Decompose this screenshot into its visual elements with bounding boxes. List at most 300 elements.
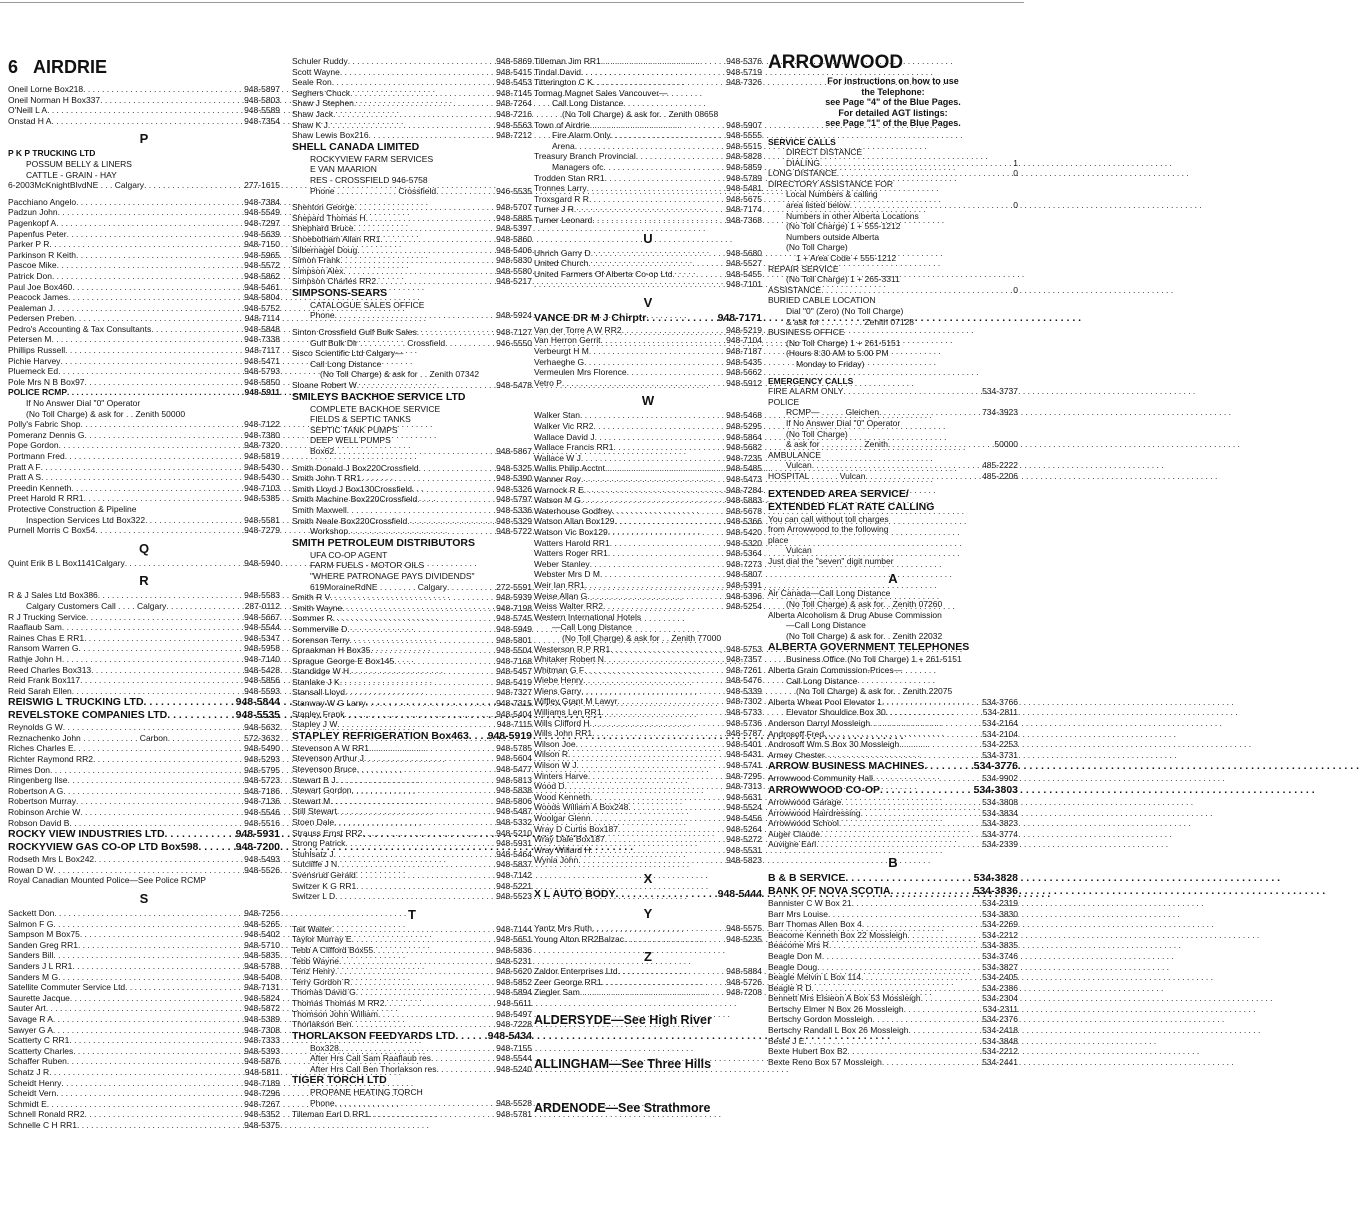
listing-phone: 948-5339 [726, 685, 762, 696]
listing-name: Pacchiano Angelo [8, 196, 77, 207]
listing-phone: 534-2441 [982, 1056, 1018, 1067]
listing-text: EXTENDED AREA SERVICE/ [768, 487, 909, 500]
listing-phone: 948-7273 [726, 558, 762, 569]
listing-row [8, 908, 280, 919]
listing-text: 1 + Area Code + 555-1212 [796, 253, 897, 264]
intro-line: For instructions on how to use [827, 76, 959, 86]
listing-phone: 1 [1013, 157, 1018, 168]
listing-row [534, 923, 762, 934]
listing-text: SHELL CANADA LIMITED [292, 140, 420, 153]
leader-dots [352, 785, 496, 796]
column-3 [534, 56, 762, 1116]
listing-phone: 948-5476 [726, 675, 762, 686]
leader-dots [86, 612, 243, 623]
listing-row [292, 109, 532, 120]
listing-row [292, 338, 532, 349]
listing-phone: 948-7267 [244, 1098, 280, 1109]
listing-name: Wiebe Henry [534, 675, 584, 686]
listing-phone: 948-7228 [496, 1019, 532, 1030]
listing-name: Gulf Bulk Dlr . . . . . . . . . . Crossfield [310, 337, 446, 348]
listing-row [534, 644, 762, 655]
listing-text: from Arrowwood to the following [768, 524, 889, 535]
leader-dots [603, 601, 725, 612]
listing-name: & ask for . . . . . . . . . Zenith [786, 439, 889, 450]
listing-row [8, 643, 280, 654]
listing-name: After Hrs Call Sam Raaflaub res [310, 1053, 431, 1064]
listing-text: DEEP WELL PUMPS [310, 435, 391, 446]
listing-row [768, 729, 1018, 740]
listing-phone: 948-5806 [496, 795, 532, 806]
listing-name: Uhrich Garry D [534, 247, 591, 258]
listing-name: Fire Alarm Only [552, 130, 611, 141]
leader-dots [587, 591, 725, 602]
listing-row [292, 245, 532, 256]
listing-name: Van der Torre A W RR2 [534, 324, 622, 335]
listing-name: Arrowwood Hairdressing [768, 807, 861, 818]
listing-row [292, 764, 532, 775]
listing-text: Call Long Distance [552, 98, 624, 109]
leader-dots [589, 346, 725, 357]
listing-row [292, 998, 532, 1009]
leader-dots [50, 765, 243, 776]
listing-text: BURIED CABLE LOCATION [768, 295, 876, 306]
listing-row [292, 77, 532, 88]
listing-name: Sinton Crossfield Gulf Bulk Sales [292, 327, 417, 338]
listing-text: SMITH PETROLEUM DISTRIBUTORS [292, 536, 475, 549]
listing-row [534, 215, 762, 226]
listing-name: Scheidt Henry [8, 1077, 62, 1088]
leader-dots [77, 1120, 243, 1131]
arrowwood-title: ARROWWOOD [768, 52, 904, 73]
leader-dots [589, 194, 725, 205]
leader-dots [369, 743, 495, 754]
listing-phone: 948-7142 [496, 869, 532, 880]
leader-dots [58, 366, 243, 377]
leader-dots [592, 923, 725, 934]
listing-name: Beste J E [768, 1035, 805, 1046]
listing-row [8, 601, 280, 612]
leader-dots [73, 1046, 243, 1057]
listing-name: Sanders M G [8, 971, 59, 982]
listing-text: Business Office (No Toll Charge) 1 + 261-5151 [786, 654, 962, 665]
leader-dots [344, 709, 495, 720]
listing-name: Rimes Don [8, 764, 51, 775]
leader-dots [886, 707, 982, 718]
listing-row [768, 885, 1018, 898]
listing-text: & ask for . . . . . . . . . Zenith 07128 [786, 316, 915, 327]
listing-row [768, 839, 1018, 850]
listing-row [8, 743, 280, 754]
leader-dots [76, 796, 243, 807]
leader-dots [824, 729, 981, 740]
leader-dots [341, 1043, 495, 1054]
leader-dots [816, 839, 981, 850]
leader-dots [94, 854, 243, 865]
listing-phone: 948-7115 [496, 719, 532, 730]
listing-phone: 948-5795 [244, 764, 280, 775]
listing-row [8, 462, 280, 473]
listing-name: Stevenson Arthur J [292, 753, 364, 764]
listing-text: (No Toll Charge) & ask for. . Zenith 22075 [796, 686, 953, 697]
listing-row [292, 849, 532, 860]
leader-dots [81, 419, 244, 430]
listing-name: Preet Harold R RR1 [8, 493, 84, 504]
leader-dots [436, 1064, 495, 1075]
listing-phone: 948-5838 [496, 785, 532, 796]
listing-name: ARROWWOOD CO-OP [768, 783, 880, 796]
listing-phone: 948-5753 [726, 643, 762, 654]
listing-name: Rowan D W [8, 864, 54, 875]
listing-phone: 948-5555 [726, 130, 762, 141]
listing-row [768, 909, 1018, 920]
listing-phone: 948-5527 [726, 258, 762, 269]
listing-name: Padzun John [8, 207, 58, 218]
listing-name: Standidge W H [292, 666, 350, 677]
listing-text: Air Canada—Call Long Distance [768, 588, 891, 599]
listing-name: Watson M G [534, 495, 581, 506]
listing-name: Box328. [310, 1042, 342, 1053]
listing-text: Alberta Grain Commission-Prices— [768, 665, 903, 676]
listing-row [292, 473, 532, 484]
listing-phone: 948-7155 [496, 1042, 532, 1053]
listing-phone: 948-5823 [726, 855, 762, 866]
listing-name: Paul Joe Box460 [8, 281, 73, 292]
listing-name: Managers ofc [552, 161, 604, 172]
listing-name: Sampson M Box75 [8, 929, 80, 940]
leader-dots [380, 234, 495, 245]
listing-row [534, 130, 762, 141]
listing-name: Beagle Doug [768, 961, 818, 972]
listing-row [292, 526, 532, 537]
place-crossref: ARDENODE—See Strathmore [534, 1100, 711, 1115]
listing-phone: 948-5435 [726, 356, 762, 367]
listing-row [292, 645, 532, 656]
listing-row [8, 483, 280, 494]
listing-phone: 948-5575 [726, 922, 762, 933]
listing-name: Workshop [310, 526, 349, 537]
listing-row [534, 495, 762, 506]
listing-phone: 948-5813 [496, 774, 532, 785]
listing-name: Inspection Services Ltd Box322 [26, 514, 146, 525]
listing-row [292, 891, 532, 902]
listing-name: 6-2003McKnightBlvdNE . . . Calgary [8, 180, 145, 191]
leader-dots [574, 204, 725, 215]
listing-name: Richter Raymond RR2 [8, 754, 94, 765]
listing-name: United Farmers Of Alberta Co-op Ltd [534, 268, 673, 279]
listing-phone: 948-5235 [726, 933, 762, 944]
listing-phone: 534-3746 [982, 950, 1018, 961]
section-letter: U [643, 230, 653, 246]
listing-name: Wallis Philip Acctnt [534, 463, 606, 474]
listing-name: Sprague George E Box145 [292, 655, 395, 666]
listing-phone: 534-2212 [982, 929, 1018, 940]
listing-row [534, 771, 762, 782]
listing-name: Westerson R P RR1 [534, 643, 611, 654]
listing-phone: 948-5455 [726, 268, 762, 279]
listing-row [292, 977, 532, 988]
listing-name: Waterhouse Godfrey [534, 505, 613, 516]
listing-row [534, 728, 762, 739]
listing-row [292, 98, 532, 109]
listing-row [768, 460, 1018, 471]
listing-phone: 948-5477 [496, 764, 532, 775]
listing-phone: 948-7264 [496, 98, 532, 109]
leader-dots [84, 633, 243, 644]
listing-phone: 948-5745 [496, 613, 532, 624]
listing-name: Portmann Fred [8, 451, 65, 461]
listing-row [292, 213, 532, 224]
listing-phone: 534-2376 [982, 1014, 1018, 1025]
listing-row [534, 506, 762, 517]
listing-name: Alberta Wheat Pool Elevator 1 [768, 696, 882, 707]
listing-phone: 948-7368 [726, 214, 762, 225]
listing-name: BANK OF NOVA SCOTIA [768, 884, 891, 897]
listing-row [534, 173, 762, 184]
section-letter: V [643, 294, 653, 310]
listing-name: Schnelle C H RR1 [8, 1119, 77, 1130]
listing-name: Weiss Walter RR2 [534, 601, 603, 612]
leader-dots [612, 506, 725, 517]
leader-dots [345, 687, 495, 698]
listing-text: P K P TRUCKING LTD [8, 148, 96, 159]
leader-dots [53, 865, 243, 876]
listing-row [8, 1035, 280, 1046]
section-letter: T [408, 906, 416, 922]
listing-row [292, 838, 532, 849]
leader-dots [334, 817, 495, 828]
listing-text: Tormag Magnet Sales Vancouver— [534, 87, 668, 98]
leader-dots [419, 463, 495, 474]
listing-row [768, 386, 1018, 397]
listing-row [292, 987, 532, 998]
listing-phone: 948-5431 [726, 749, 762, 760]
listing-row [292, 753, 532, 764]
listing-row [8, 722, 280, 733]
leader-dots [345, 838, 495, 849]
listing-phone: 948-5391 [726, 579, 762, 590]
listing-phone: 948-5396 [726, 590, 762, 601]
leader-dots [47, 1099, 243, 1110]
listing-phone: 534-3835 [982, 940, 1018, 951]
leader-dots [93, 754, 243, 765]
section-letter: X [643, 870, 653, 886]
leader-dots [608, 527, 725, 538]
listing-name: Robinson Archie W [8, 807, 81, 818]
listing-name: Zeer George RR1 [534, 976, 602, 987]
listing-name: Sorenson Terry [292, 634, 350, 645]
leader-dots [74, 313, 244, 324]
listing-name: Shoebotham Allan RR1 [292, 233, 381, 244]
listing-row [292, 592, 532, 603]
leader-dots [445, 338, 495, 349]
listing-name: Wray Willard H [534, 844, 591, 855]
place-crossref: ALLINGHAM—See Three Hills [534, 1056, 712, 1071]
listing-row [534, 569, 762, 580]
listing-text: —Call Long Distance [552, 622, 632, 633]
listing-text: Local Numbers & calling [786, 189, 878, 200]
listing-phone: 948-5332 [496, 817, 532, 827]
listing-name: Weber Stanley [534, 558, 590, 569]
leader-dots [646, 312, 716, 325]
listing-name: Strauss Ernst RR2 [292, 827, 363, 838]
listing-phone: 948-5272 [726, 834, 762, 845]
listing-row [8, 1014, 280, 1025]
listing-phone: 534-3731 [982, 749, 1018, 760]
listing-name: Wallace W J [534, 452, 581, 463]
leader-dots [907, 930, 981, 941]
listing-phone: 948-5589 [244, 105, 280, 116]
leader-dots [384, 998, 495, 1009]
listing-phone: 948-5352 [244, 1109, 280, 1120]
listing-row [292, 1030, 532, 1043]
listing-row [8, 558, 280, 569]
listing-phone: 948-5710 [244, 939, 280, 950]
listing-name: Winters Harve [534, 770, 588, 781]
listing-name: Watters Harold RR1 [534, 537, 610, 548]
listing-text: ALBERTA GOVERNMENT TELEPHONES [768, 641, 970, 654]
listing-row [292, 266, 532, 277]
listing-name: Pope Gordon [8, 440, 59, 451]
listing-phone: 734-3923 [982, 407, 1018, 418]
listing-row [8, 239, 280, 250]
listing-phone: 534-2311 [982, 1003, 1018, 1014]
listing-name: Pratt A S [8, 472, 42, 483]
listing-name: Sackett Don [8, 908, 55, 918]
leader-dots [340, 677, 495, 688]
listing-text: Royal Canadian Mounted Police—See Police RCMP [8, 875, 206, 886]
listing-row [292, 1019, 532, 1030]
leader-dots [335, 310, 495, 321]
listing-row [8, 1067, 280, 1078]
listing-row [292, 516, 532, 527]
listing-row [768, 1046, 1018, 1057]
arrowwood-intro [768, 76, 1018, 129]
listing-phone: 948-5859 [726, 161, 762, 172]
leader-dots [340, 255, 495, 266]
listing-row [534, 855, 762, 866]
listing-name: Simon Frank [292, 255, 341, 266]
listing-name: Taylor Murray E [292, 934, 352, 945]
listing-phone: 534-2304 [982, 993, 1018, 1004]
leader-dots [577, 760, 726, 771]
listing-phone: 948-5611 [496, 997, 532, 1008]
listing-phone: 948-5781 [496, 1108, 532, 1119]
listing-phone: 948-7333 [244, 1035, 280, 1046]
listing-name: Sutcliffe J N [292, 859, 338, 870]
listing-phone: 948-7216 [496, 108, 532, 119]
leader-dots [584, 665, 725, 676]
leader-dots [615, 888, 716, 901]
leader-dots [605, 463, 725, 474]
listing-phone: 948-7297 [244, 217, 280, 228]
listing-phone: 948-7127 [496, 327, 532, 338]
listing-phone: 948-5563 [496, 119, 532, 130]
listing-name: Treasury Branch Provincial [534, 151, 636, 162]
leader-dots [822, 951, 981, 962]
listing-phone: 948-5528 [496, 1098, 532, 1109]
listing-text: SMILEYS BACKHOE SERVICE LTD [292, 390, 466, 403]
listing-row [8, 754, 280, 765]
listing-row [534, 56, 762, 67]
listing-phone: 948-5347 [244, 632, 280, 643]
listing-text: Western International Hotels [534, 611, 642, 622]
leader-dots [347, 624, 495, 635]
listing-row [8, 515, 280, 526]
listing-row [292, 945, 532, 956]
listing-row [8, 440, 280, 451]
listing-name: Wallace David J [534, 431, 595, 442]
leader-dots [337, 806, 495, 817]
leader-dots [337, 859, 495, 870]
listing-phone: 948-5293 [244, 754, 280, 765]
listing-phone: 948-7235 [726, 452, 762, 463]
listing-row [768, 962, 1018, 973]
listing-name: Rodseth Mrs L Box242 [8, 854, 95, 865]
section-letter: Z [644, 949, 652, 965]
leader-dots [584, 357, 725, 368]
listing-text: COMPLETE BACKHOE SERVICE [310, 403, 441, 414]
listing-phone: 948-5457 [496, 666, 532, 677]
leader-dots [908, 1025, 981, 1036]
listing-row [768, 1057, 1018, 1068]
listing-phone: 948-7384 [244, 196, 280, 207]
listing-name: Tindal David [534, 66, 581, 77]
listing-phone: 948-5581 [244, 514, 280, 525]
listing-row [768, 439, 1018, 450]
listing-name: Calgary Customers Call . . . . Calgary [26, 600, 167, 611]
listing-text: Sisco Scientific Ltd Calgary— [292, 348, 404, 359]
listing-name: United Church [534, 258, 589, 269]
listing-name: Stevenson Bruce [292, 764, 357, 775]
leader-dots [604, 654, 725, 665]
listing-phone: 948-5819 [244, 451, 280, 461]
leader-dots [349, 635, 495, 646]
listing-name: Pealeman J [8, 302, 53, 313]
listing-row [534, 421, 762, 432]
listing-phone: 948-5939 [496, 592, 532, 603]
leader-dots [882, 1057, 981, 1068]
listing-name: Rathje John H [8, 653, 62, 664]
leader-dots [79, 643, 244, 654]
listing-name: Shepard Thomas H [292, 212, 366, 223]
listing-name: Arena [552, 140, 575, 151]
leader-dots [98, 590, 243, 601]
listing-row [768, 1004, 1018, 1015]
listing-row [292, 966, 532, 977]
listing-row [292, 380, 532, 391]
listing-name: Reynolds G W [8, 722, 63, 733]
listing-row [8, 665, 280, 676]
listing-row [534, 151, 762, 162]
leader-dots [594, 421, 726, 432]
listing-phone: 948-5265 [244, 918, 280, 929]
listing-row [768, 797, 1018, 808]
leader-dots [356, 987, 495, 998]
listing-phone: 948-5785 [496, 742, 532, 753]
listing-phone: 948-5478 [496, 380, 532, 391]
leader-dots [592, 728, 725, 739]
listing-name: Tilleman Earl D RR1 [292, 1108, 370, 1119]
listing-row [534, 934, 762, 945]
listing-row [8, 950, 280, 961]
leader-dots [812, 460, 981, 471]
leader-dots [899, 739, 981, 750]
listing-text: (No Toll Charge) & ask for. . Zenith 07260 [786, 599, 943, 610]
listing-phone: 948-5850 [244, 376, 280, 387]
listing-phone: 948-5788 [244, 960, 280, 971]
listing-phone: 0 [1013, 284, 1018, 295]
listing-phone: 948-5844 [235, 696, 280, 709]
